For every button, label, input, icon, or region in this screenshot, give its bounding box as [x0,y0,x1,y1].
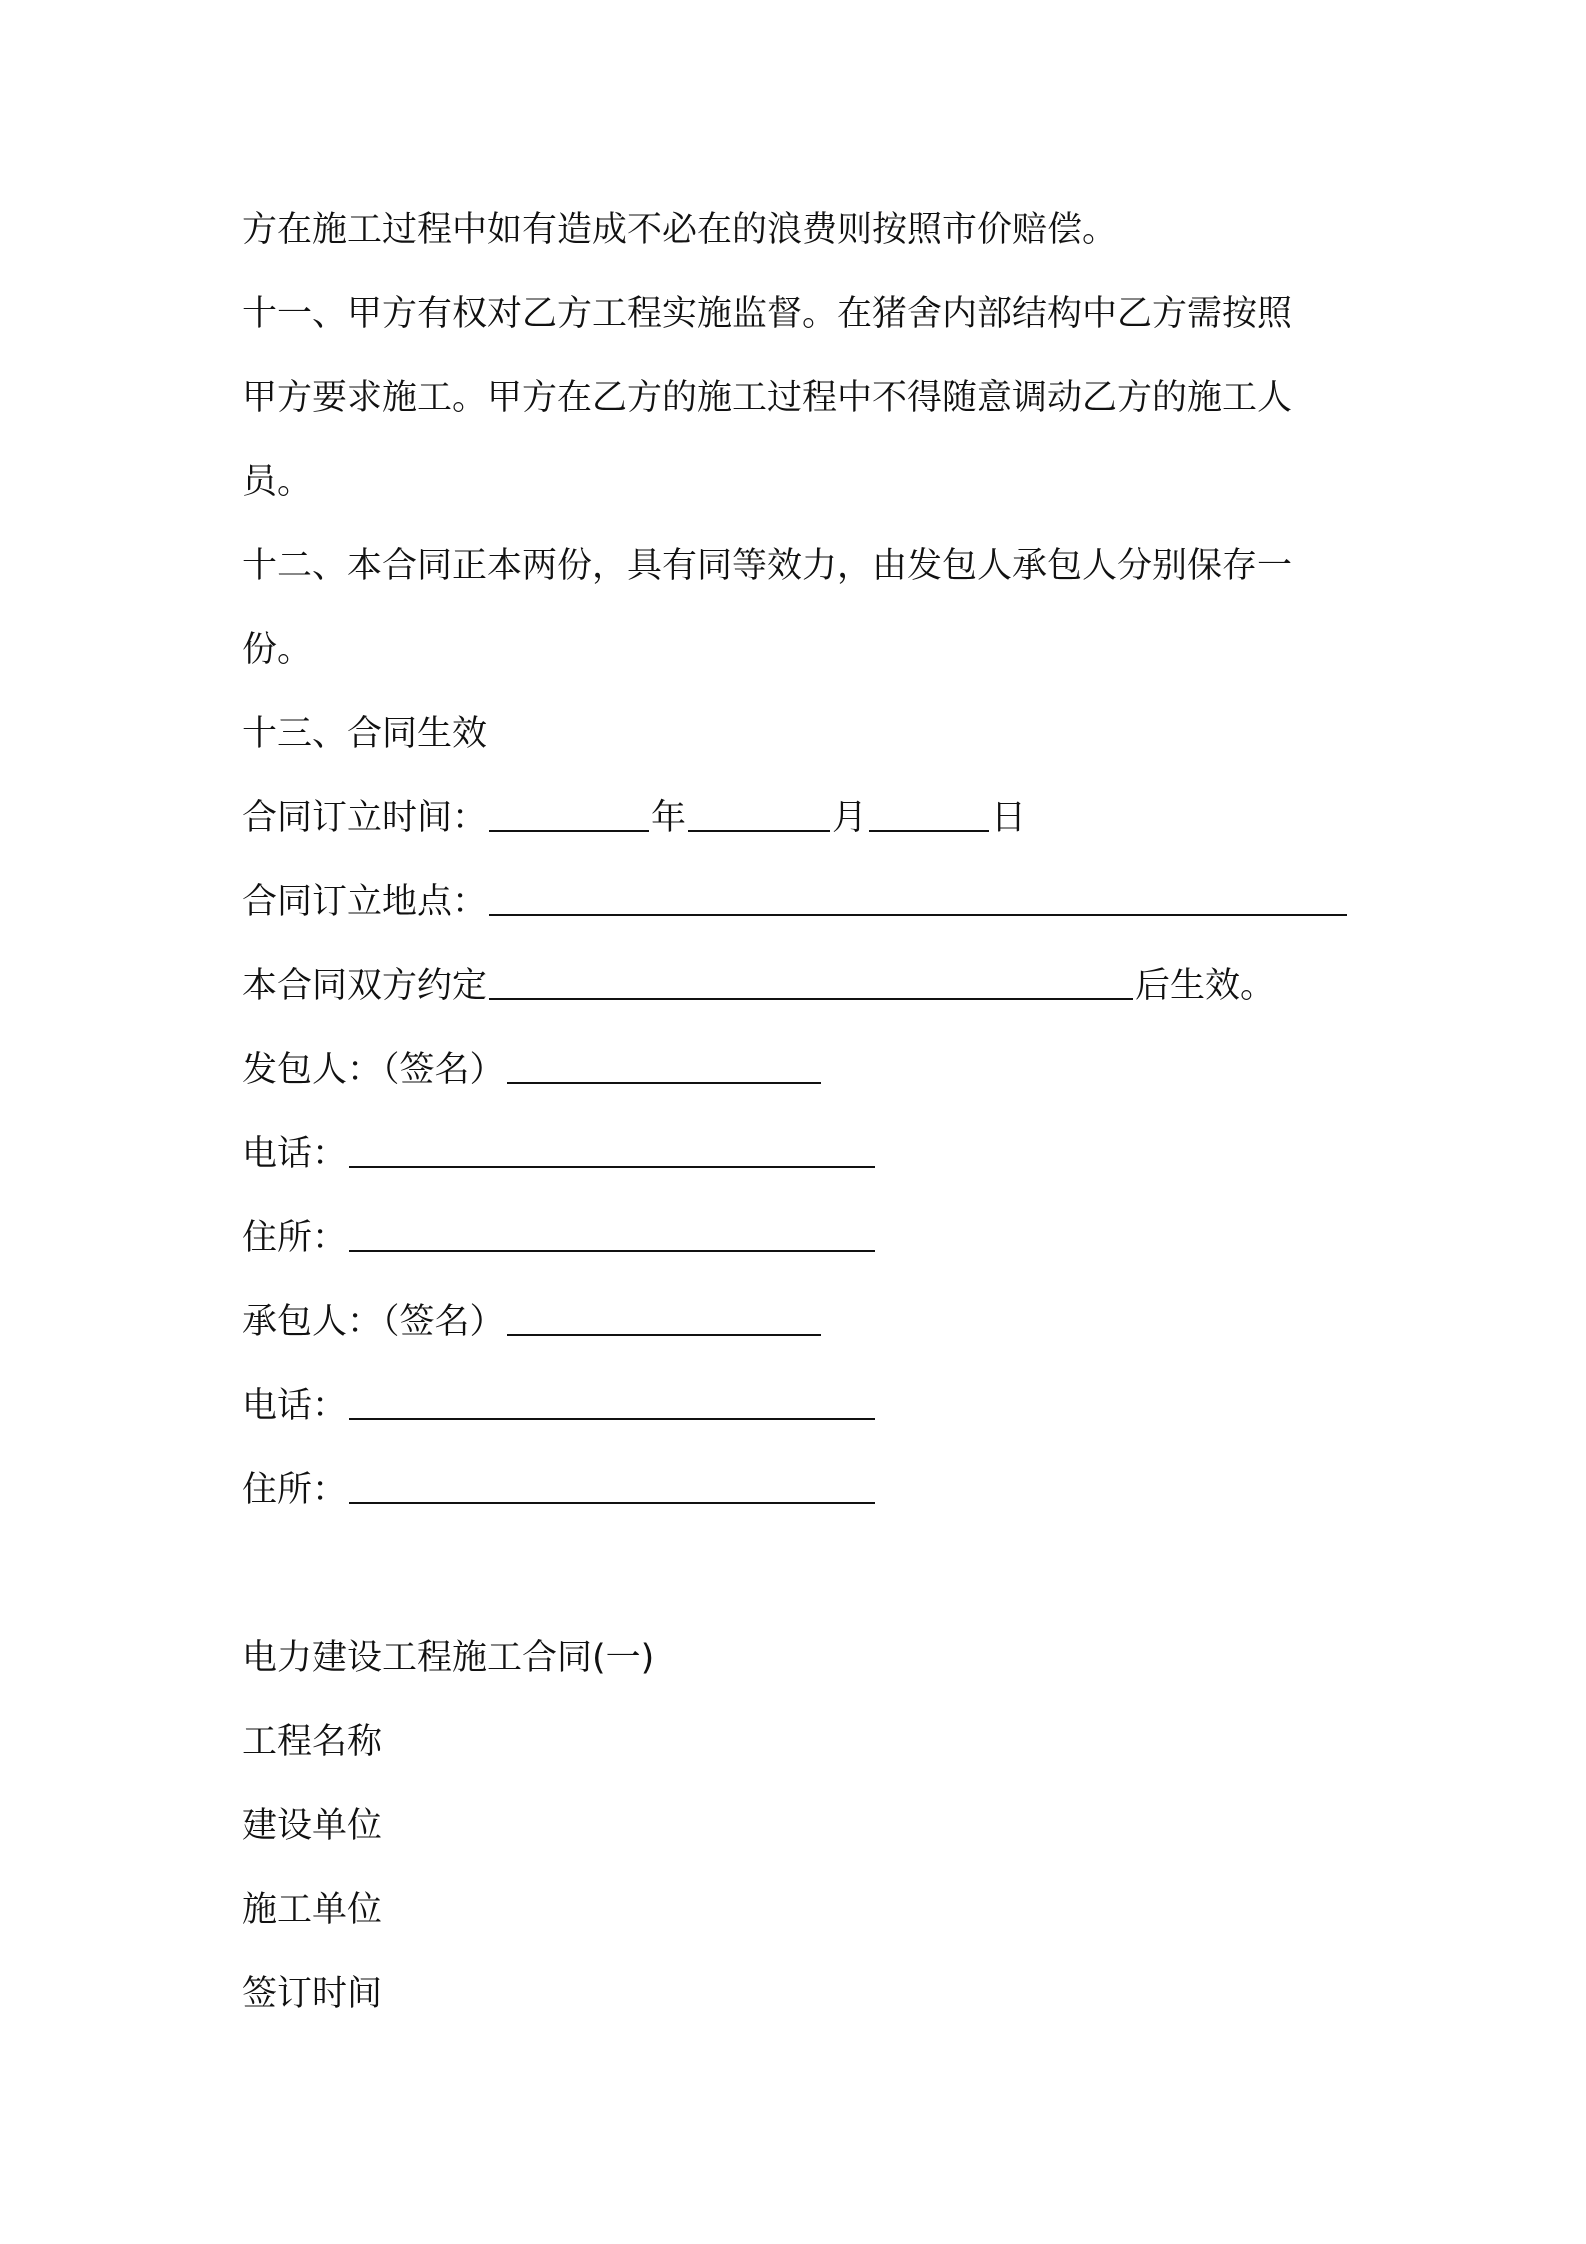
employer-phone-row: 电话： [242,1130,877,1178]
signing-place-row [242,878,1349,926]
signing-time-label: 合同订立时间： [242,798,488,838]
clause-11-line-1: 十一、甲方有权对乙方工程实施监督。在猪舍内部结构中乙方需按照 [242,294,1293,334]
month-blank[interactable] [688,794,830,832]
clause-10-continuation [242,206,1117,254]
text: 方在施工过程中如有造成不必在的浪费则按照市价赔偿。 [242,210,1118,250]
contractor-phone-blank[interactable] [349,1382,875,1420]
clause-12-line-2: 份。 [242,630,313,670]
employer-address-blank[interactable] [349,1214,875,1252]
employer-signature-row: 发包人：（签名） [242,1046,823,1094]
next-contract-title: 电力建设工程施工合同(一) [242,1638,655,1678]
place-blank[interactable] [489,878,1347,916]
contractor-phone-row: 电话： [242,1382,877,1430]
signing-time-row: 合同订立时间： 年 月 日 [242,794,1026,842]
sign-date-label: 签订时间 [242,1974,383,2014]
year-blank[interactable] [489,794,649,832]
agreement-condition-blank[interactable] [489,962,1133,1000]
construction-unit-label: 施工单位 [242,1890,383,1930]
agreement-row: 本合同双方约定 后生效。 [242,962,1275,1010]
employer-phone-blank[interactable] [349,1130,875,1168]
contractor-address-row: 住所： [242,1466,877,1514]
clause-11-line-3: 员。 [242,462,313,502]
contractor-signature-blank[interactable] [507,1298,821,1336]
signing-place-label: 合同订立地点： [242,882,488,922]
employer-signature-blank[interactable] [507,1046,821,1084]
contractor-signature-row: 承包人：（签名） [242,1298,823,1346]
contractor-address-blank[interactable] [349,1466,875,1504]
clause-13-title: 十三、合同生效 [242,714,488,754]
clause-11-line-2: 甲方要求施工。甲方在乙方的施工过程中不得随意调动乙方的施工人 [242,378,1293,418]
day-blank[interactable] [869,794,989,832]
employer-address-row: 住所： [242,1214,877,1262]
clause-12-line-1: 十二、本合同正本两份，具有同等效力，由发包人承包人分别保存一 [242,546,1293,586]
project-name-label: 工程名称 [242,1722,383,1762]
owner-unit-label: 建设单位 [242,1806,383,1846]
